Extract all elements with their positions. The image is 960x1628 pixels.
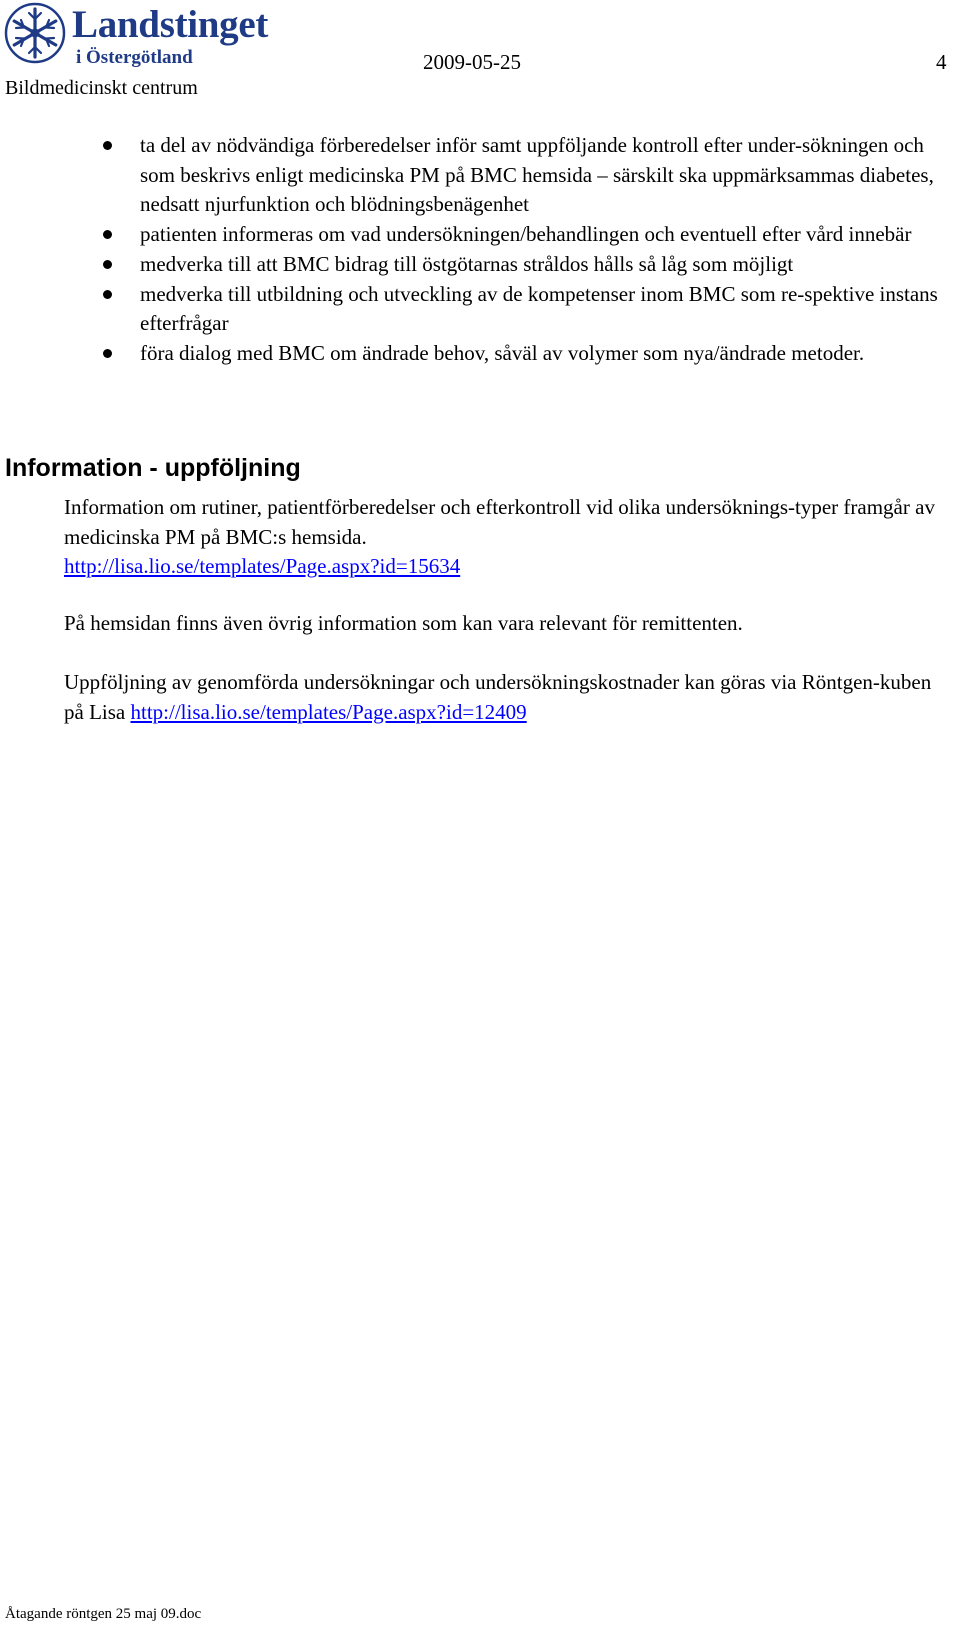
bullet-icon: [103, 290, 112, 299]
section-heading: Information - uppföljning: [5, 454, 301, 482]
logo-name: Landstinget: [72, 3, 269, 46]
info-paragraph: [64, 493, 944, 582]
list-item-text: patienten informeras om vad undersökningen/behandlingen och eventuell efter vård innebär: [140, 222, 912, 247]
list-item-text: ta del av nödvändiga förberedelser inför samt uppföljande kontroll efter under-sökningen och som beskrivs enligt medicinska PM på BMC hemsida – särskilt ska uppmärksammas diabetes, nedsatt njurfunktion och blödningsbenägenhet: [140, 133, 934, 217]
list-item: [0, 220, 942, 250]
bullet-icon: [103, 141, 112, 150]
list-item-text: medverka till att BMC bidrag till östgötarnas stråldos hålls så låg som möjligt: [140, 251, 794, 276]
department-name: Bildmedicinskt centrum: [5, 77, 198, 99]
footer-filename: Åtagande röntgen 25 maj 09.doc: [5, 1606, 202, 1622]
list-item: [0, 250, 942, 280]
list-item: [0, 131, 942, 220]
landstinget-logo: [4, 2, 294, 68]
followup-paragraph: [64, 668, 944, 727]
responsibility-list: [0, 131, 960, 369]
page-number: 4: [936, 50, 947, 74]
bullet-icon: [103, 349, 112, 358]
list-item-text: medverka till utbildning och utveckling av de kompetenser inom BMC som re-spektive instans efterfrågar: [140, 281, 938, 336]
snowflake-emblem-icon: [4, 2, 66, 64]
list-item-text: föra dialog med BMC om ändrade behov, såväl av volymer som nya/ändrade metoder.: [140, 340, 865, 365]
bullet-icon: [103, 260, 112, 269]
list-item: [0, 280, 942, 339]
document-date: 2009-05-25: [423, 50, 521, 74]
list-item: [0, 339, 942, 369]
homepage-paragraph: På hemsidan finns även övrig information som kan vara relevant för remittenten.: [64, 611, 743, 635]
rontgen-kuben-link[interactable]: http://lisa.lio.se/templates/Page.aspx?id=12409: [130, 699, 527, 724]
bullet-icon: [103, 230, 112, 239]
info-paragraph-text: Information om rutiner, patientförberedelser och efterkontroll vid olika undersöknings-typer framgår av medicinska PM på BMC:s hemsida.: [64, 495, 935, 549]
followup-paragraph-text: Uppföljning av genomförda undersökningar och undersökningskostnader kan göras via Röntgen-kuben på Lisa: [64, 670, 932, 724]
logo-subtitle: i Östergötland: [76, 47, 193, 68]
pm-page-link[interactable]: http://lisa.lio.se/templates/Page.aspx?id=15634: [64, 554, 461, 578]
